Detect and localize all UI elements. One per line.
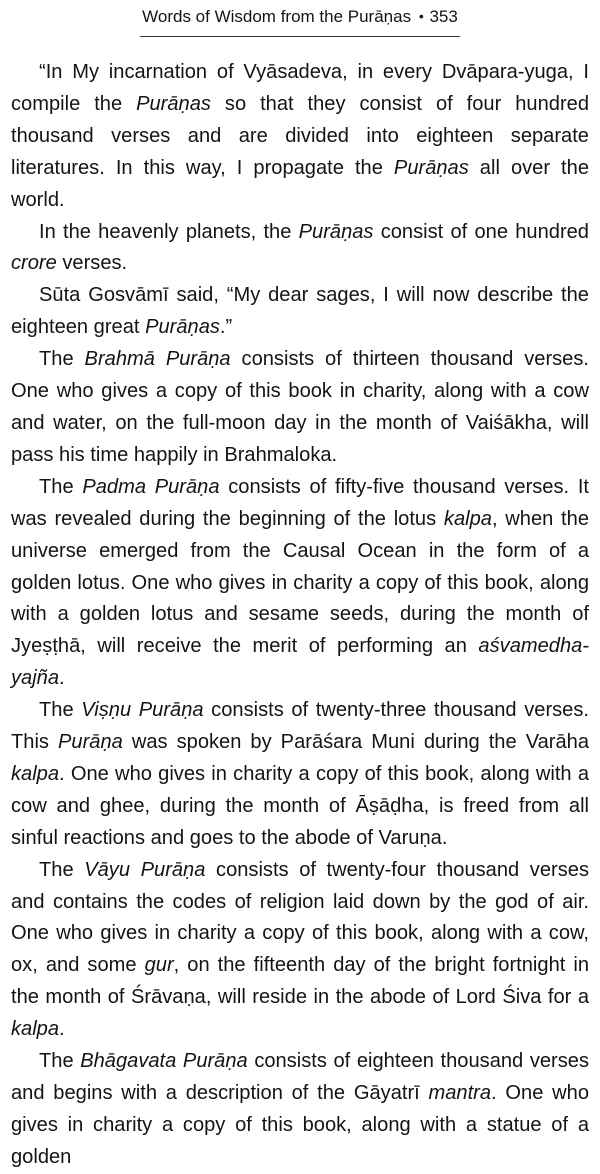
italic-term: kalpa [11, 1018, 60, 1041]
text-run: was spoken by Parāśara Muni during the Varāha [122, 731, 589, 754]
paragraph [11, 217, 589, 281]
header-separator: • [418, 8, 424, 24]
text-run: consist of one hundred [373, 220, 589, 243]
text-run: , when the universe emerged from the Causal Ocean in the form of a golden lotus. One who gives in charity a copy of this book, along with a golden lotus and sesame seeds, during the month of Jyeṣṭhā, will receive the merit of performing an [11, 507, 589, 658]
paragraph [11, 280, 589, 344]
paragraph [11, 472, 589, 695]
text-run: verses. [56, 252, 128, 275]
text-run: consists of twenty-four thousand verses and contains the codes of religion laid down by the god of air. One who gives in charity a copy of this book, along with a cow, ox, and some [11, 858, 589, 977]
italic-term: kalpa [443, 507, 492, 530]
text-run: consists of twenty-three thousand verses. This [11, 699, 589, 754]
text-run: .” [219, 316, 233, 339]
text-run: . One who gives in charity a copy of this book, along with a cow and ghee, during the month of Āṣāḍha, is freed from all sinful reactions and goes to the abode of Varuṇa. [11, 762, 589, 849]
italic-term: Purāṇas [145, 316, 220, 339]
paragraph [11, 1046, 589, 1174]
paragraph [11, 344, 589, 472]
running-header [0, 7, 600, 27]
text-run: The [39, 699, 82, 722]
text-run: The [39, 348, 85, 371]
paragraph [11, 57, 589, 217]
text-run: consists of eighteen thousand verses and begins with a description of the Gāyatrī [11, 1050, 590, 1104]
header-rule [140, 36, 460, 37]
text-run: all over the world. [11, 156, 589, 211]
italic-term: Bhāgavata Purāṇa [80, 1050, 248, 1073]
text-run: Sūta Gosvāmī said, “My dear sages, I will now describe the eighteen great [11, 284, 589, 339]
italic-term: crore [11, 252, 57, 275]
text-run: The [39, 1050, 81, 1073]
italic-term: Purāṇas [298, 220, 374, 243]
italic-term: mantra [428, 1082, 492, 1104]
text-run: , on the fifteenth day of the bright fortnight in the month of Śrāvaṇa, will reside in the abode of Lord Śiva for a [11, 954, 590, 1009]
text-run: . One who gives in charity a copy of this book, along with a statue of a golden [11, 1082, 589, 1168]
text-run: consists of thirteen thousand verses. One who gives a copy of this book in charity, along with a cow and water, on the full-moon day in the month of Vaiśākha, will pass his time happily in Brahmaloka. [11, 348, 589, 466]
italic-term: gur [144, 954, 174, 977]
italic-term: kalpa [11, 762, 60, 785]
paragraph [11, 855, 589, 1046]
italic-term: Vāyu Purāṇa [84, 858, 206, 881]
header-title: Words of Wisdom from the Purāṇas [142, 7, 412, 26]
italic-term: Purāṇas [393, 156, 469, 179]
italic-term: Brahmā Purāṇa [84, 348, 231, 371]
text-run: consists of fifty-five thousand verses. It was revealed during the beginning of the lotus [11, 475, 589, 530]
text-run: “In My incarnation of Vyāsadeva, in every Dvāpara-yuga, I compile the [11, 61, 589, 115]
text-run: . [59, 667, 65, 690]
italic-term: aśvamedha-yajña [11, 635, 589, 690]
body-text [11, 57, 589, 1174]
text-run: . [59, 1018, 65, 1041]
paragraph [11, 695, 589, 855]
italic-term: Viṣṇu Purāṇa [81, 699, 204, 722]
text-run: The [39, 475, 83, 498]
italic-term: Purāṇas [136, 92, 211, 115]
italic-term: Purāṇa [58, 731, 123, 754]
italic-term: Padma Purāṇa [82, 475, 220, 498]
text-run: In the heavenly planets, the [39, 220, 299, 243]
text-run: so that they consist of four hundred thousand verses and are divided into eighteen separate literatures. In this way, I propagate the [11, 92, 589, 179]
text-run: The [39, 858, 85, 881]
page-number: 353 [429, 7, 458, 26]
